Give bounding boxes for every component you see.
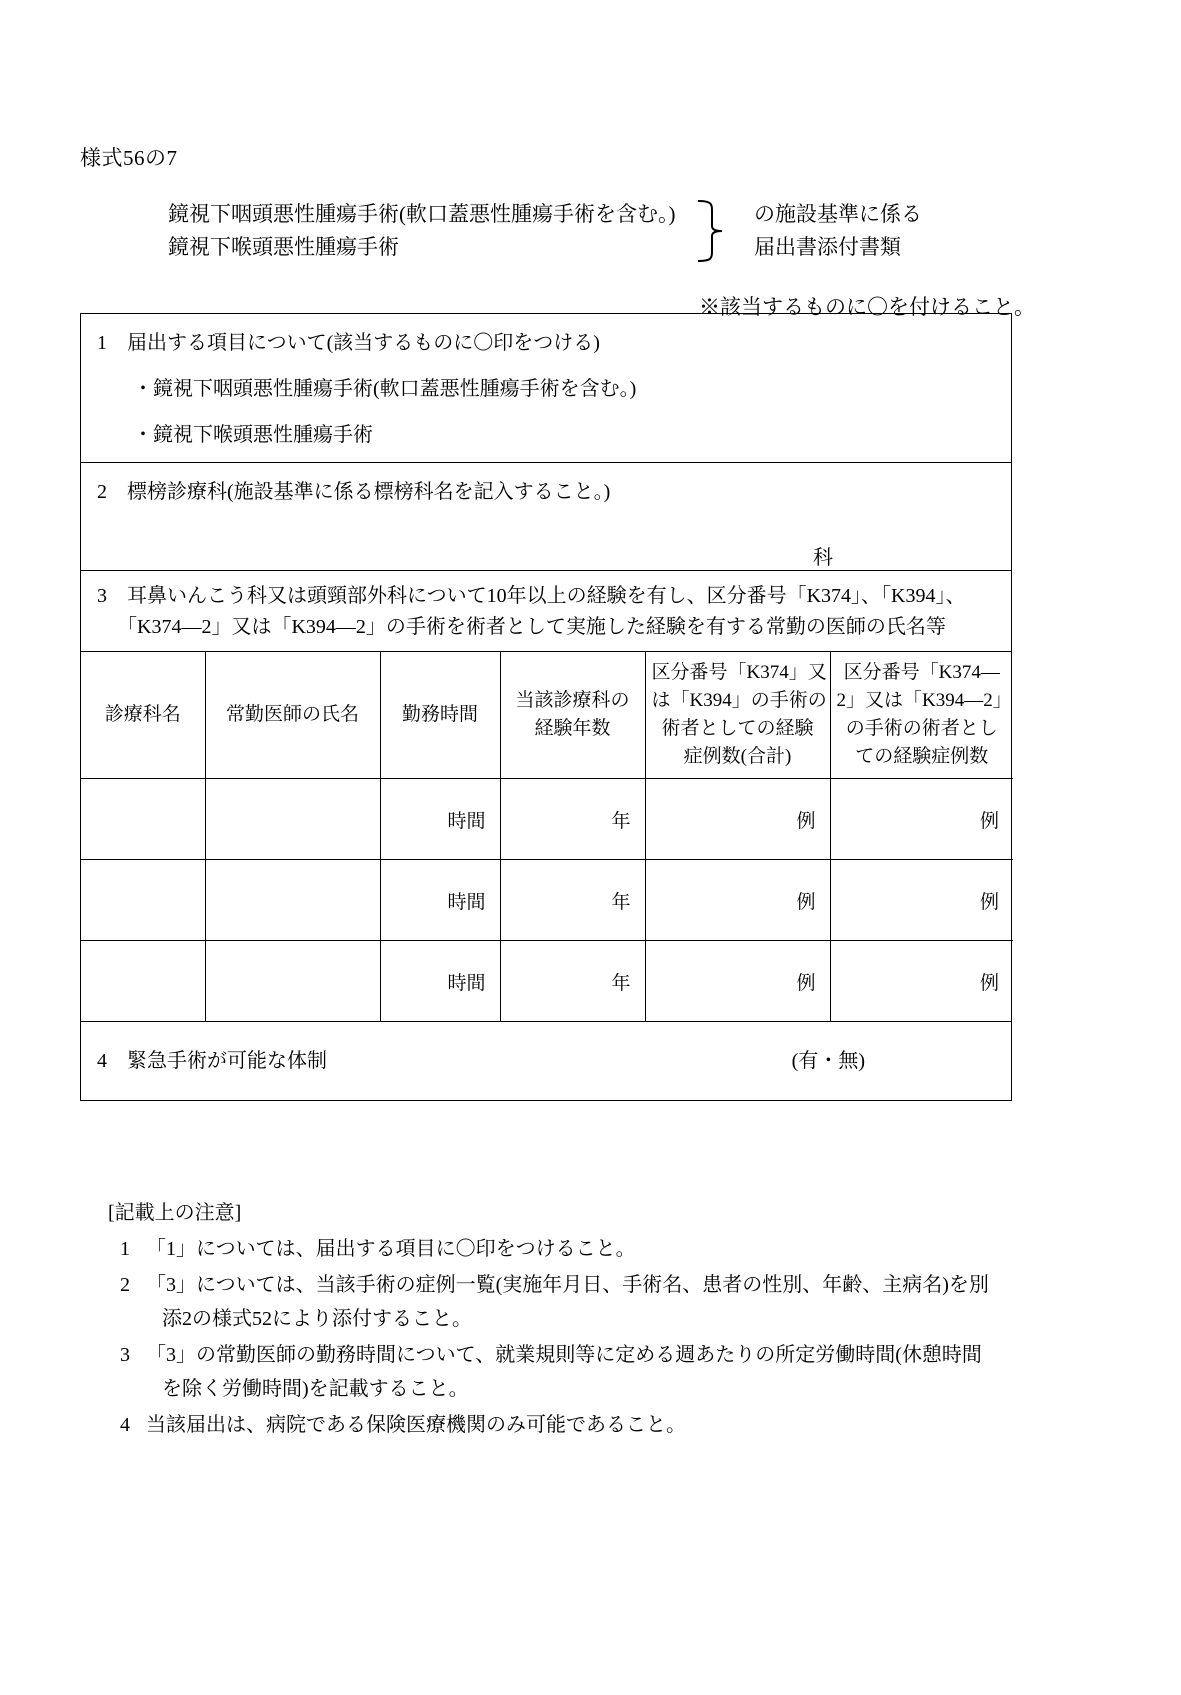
- section-1-heading: 1 届出する項目について(該当するものに〇印をつける): [97, 332, 600, 354]
- curly-brace-icon: [692, 198, 738, 264]
- section-4: [81, 1022, 1011, 1100]
- cell-working-hours[interactable]: 時間: [380, 941, 500, 1022]
- section-2: [81, 463, 1011, 571]
- cell-experience-years[interactable]: 年: [500, 860, 645, 941]
- instruction-item-3: [108, 1338, 1068, 1406]
- instructions-title: [記載上の注意]: [108, 1202, 242, 1224]
- column-header-k374-2-k394-2-cases: 区分番号「K374— 2」又は「K394—2」 の手術の術者とし ての経験症例数: [830, 652, 1013, 779]
- section-2-department-unit: 科: [813, 547, 833, 569]
- cell-k374-k394-cases[interactable]: 例: [645, 779, 830, 860]
- cell-k374-2-k394-2-cases[interactable]: 例: [830, 941, 1013, 1022]
- column-header-k374-k394-cases: 区分番号「K374」又 は「K394」の手術の 術者としての経験 症例数(合計): [645, 652, 830, 779]
- section-3-heading-line-1: 3 耳鼻いんこう科又は頭頸部外科について10年以上の経験を有し、区分番号「K374」、「K394」、: [97, 585, 966, 607]
- form-number: 様式56の7: [80, 146, 178, 170]
- title-right-line-2: 届出書添付書類: [754, 235, 901, 259]
- cell-physician-name[interactable]: [205, 860, 380, 941]
- column-header-department: 診療科名: [81, 652, 205, 779]
- cell-working-hours[interactable]: 時間: [380, 779, 500, 860]
- instruction-text: 「1」については、届出する項目に〇印をつけること。: [146, 1238, 636, 1260]
- column-header-experience-years: 当該診療科の 経験年数: [500, 652, 645, 779]
- physician-table: [81, 652, 1013, 1021]
- instruction-item-2: [108, 1268, 1068, 1336]
- cell-experience-years[interactable]: 年: [500, 779, 645, 860]
- column-header-working-hours: 勤務時間: [380, 652, 500, 779]
- instruction-number: 4: [120, 1414, 130, 1436]
- table-row: [81, 941, 1013, 1022]
- table-row: [81, 860, 1013, 941]
- cell-department[interactable]: [81, 860, 205, 941]
- physician-table-header-row: [81, 652, 1013, 779]
- section-3: [81, 571, 1011, 1022]
- document-title-block: [168, 198, 1028, 264]
- section-2-heading: 2 標榜診療科(施設基準に係る標榜科名を記入すること。): [97, 481, 611, 503]
- instruction-number: 1: [120, 1238, 130, 1260]
- section-3-heading: [81, 571, 1011, 652]
- title-left-lines: [168, 198, 688, 264]
- instruction-text: 「3」の常勤医師の勤務時間について、就業規則等に定める週あたりの所定労働時間(休憩時間 を除く労働時間)を記載すること。: [146, 1344, 982, 1400]
- instruction-text: 当該届出は、病院である保険医療機関のみ可能であること。: [146, 1414, 686, 1436]
- instruction-number: 3: [120, 1344, 130, 1366]
- column-header-physician-name: 常勤医師の氏名: [205, 652, 380, 779]
- instruction-text: 「3」については、当該手術の症例一覧(実施年月日、手術名、患者の性別、年齢、主病名)を別 添2の様式52により添付すること。: [146, 1274, 989, 1330]
- cell-experience-years[interactable]: 年: [500, 941, 645, 1022]
- cell-working-hours[interactable]: 時間: [380, 860, 500, 941]
- cell-physician-name[interactable]: [205, 941, 380, 1022]
- instruction-number: 2: [120, 1274, 130, 1296]
- section-3-heading-line-2: 「K374—2」又は「K394—2」の手術を術者として実施した経験を有する常勤の医師の氏名等: [117, 616, 946, 638]
- cell-k374-k394-cases[interactable]: 例: [645, 941, 830, 1022]
- section-4-options[interactable]: (有・無): [791, 1050, 865, 1072]
- section-4-label: 4 緊急手術が可能な体制: [97, 1050, 327, 1072]
- title-line-1: 鏡視下咽頭悪性腫瘍手術(軟口蓋悪性腫瘍手術を含む。): [168, 202, 676, 226]
- instructions-block: [108, 1196, 1068, 1442]
- cell-k374-2-k394-2-cases[interactable]: 例: [830, 779, 1013, 860]
- cell-department[interactable]: [81, 779, 205, 860]
- instruction-item-1: [108, 1232, 1068, 1266]
- title-right-line-1: の施設基準に係る: [754, 202, 922, 226]
- instruction-item-4: [108, 1408, 1068, 1442]
- cell-department[interactable]: [81, 941, 205, 1022]
- form-body-table: [80, 313, 1012, 1101]
- section-1-option-1[interactable]: ・鏡視下咽頭悪性腫瘍手術(軟口蓋悪性腫瘍手術を含む。): [133, 378, 637, 400]
- title-line-2: 鏡視下喉頭悪性腫瘍手術: [168, 235, 399, 259]
- cell-k374-2-k394-2-cases[interactable]: 例: [830, 860, 1013, 941]
- section-1-option-2[interactable]: ・鏡視下喉頭悪性腫瘍手術: [133, 424, 373, 446]
- circle-instruction-note: ※該当するものに〇を付けること。: [699, 295, 1035, 319]
- title-right-lines: [754, 198, 922, 264]
- table-row: [81, 779, 1013, 860]
- cell-k374-k394-cases[interactable]: 例: [645, 860, 830, 941]
- cell-physician-name[interactable]: [205, 779, 380, 860]
- section-1: [81, 314, 1011, 463]
